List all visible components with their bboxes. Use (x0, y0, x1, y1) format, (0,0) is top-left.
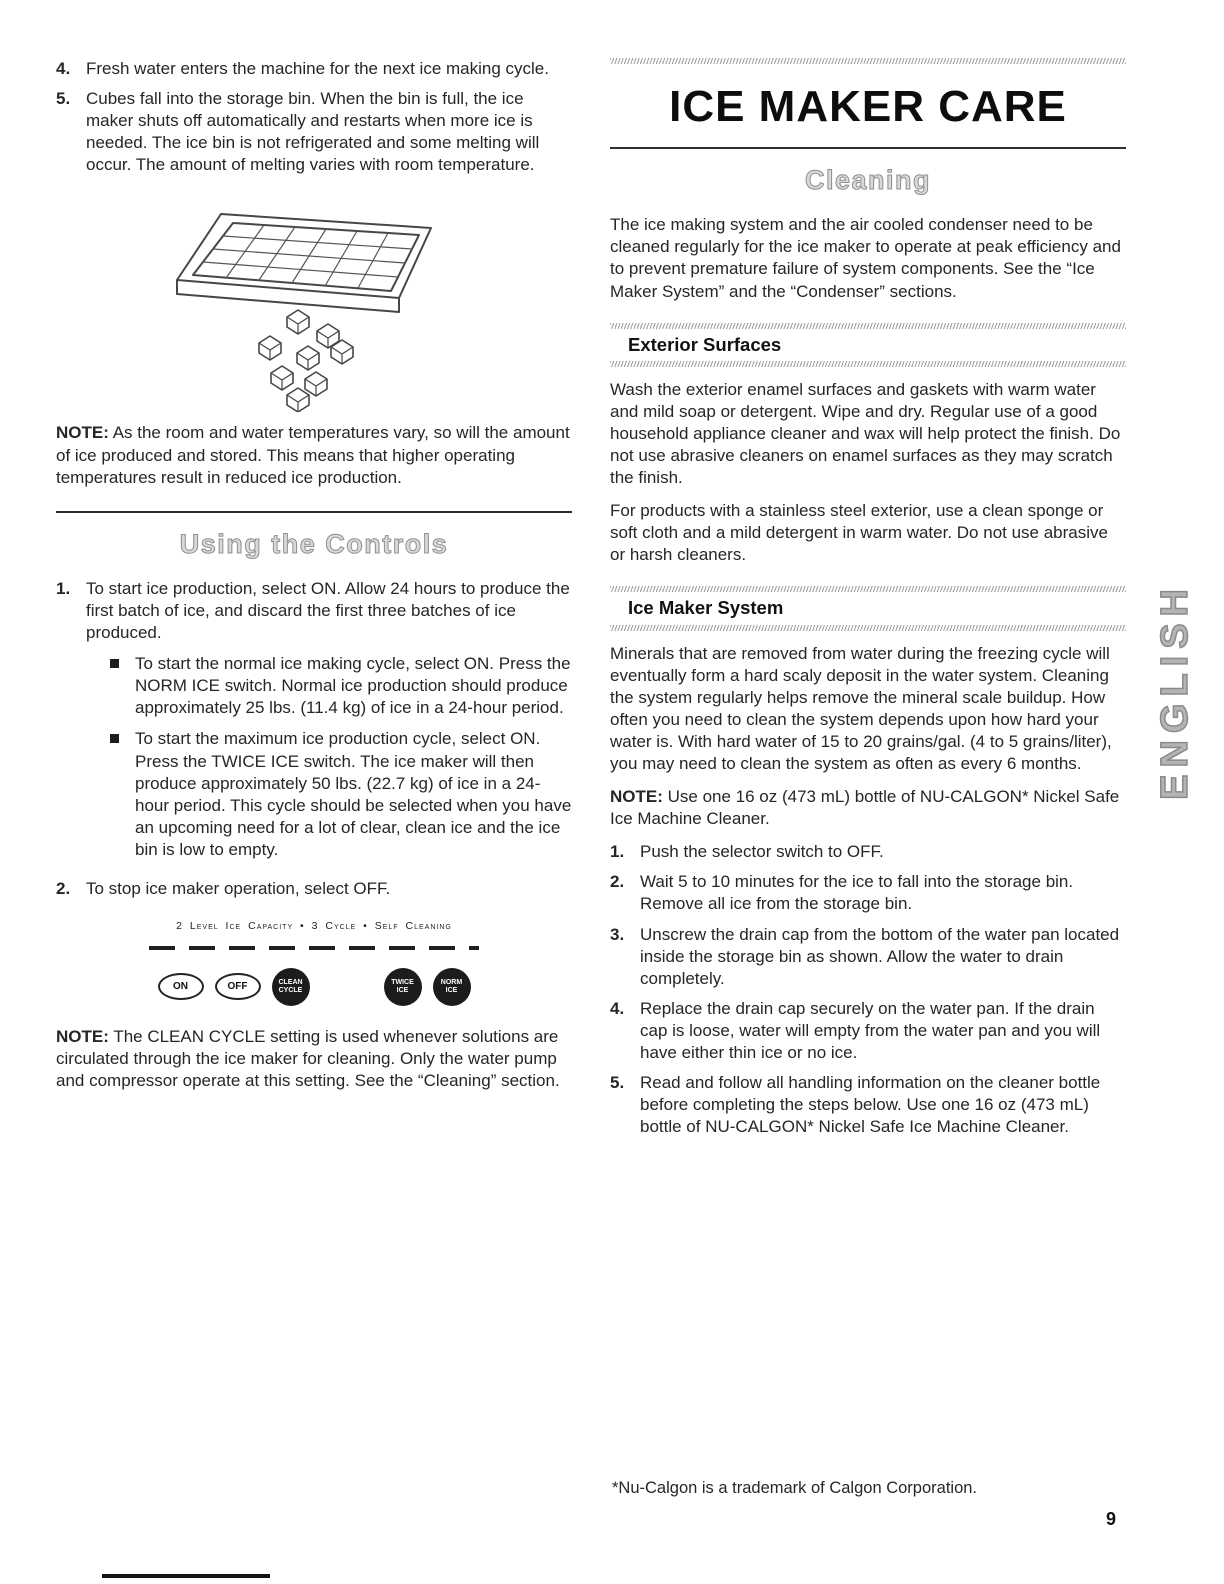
clean-cycle-button: CLEAN CYCLE (272, 968, 310, 1006)
square-bullet-icon (110, 734, 119, 743)
list-number: 4. (56, 59, 71, 78)
list-text: To stop ice maker operation, select OFF. (86, 878, 391, 898)
exterior-surfaces-header (610, 323, 1126, 367)
footer-registration-mark (102, 1574, 270, 1578)
note-label: NOTE: (610, 787, 663, 807)
list-text: Unscrew the drain cap from the bottom of the water pan located inside the storage bin as shown. Allow the water to drain completely. (640, 924, 1120, 988)
section-rule (610, 361, 1126, 367)
list-item (610, 871, 1126, 915)
control-panel-diagram (56, 920, 572, 1006)
list-item (56, 88, 572, 176)
note-cleaner (610, 786, 1126, 830)
section-rule (610, 625, 1126, 631)
cleaning-heading: Cleaning (804, 165, 931, 196)
title-bottom-rule (610, 147, 1126, 149)
bullet-item (86, 653, 572, 719)
list-text: To start ice production, select ON. Allow 24 hours to produce the first batch of ice, and discard the first three batches of ice produced. (86, 578, 570, 643)
list-text: Wait 5 to 10 minutes for the ice to fall into the storage bin. Remove all ice from the storage bin. (640, 872, 1074, 914)
using-the-controls-heading: Using the Controls (179, 528, 449, 559)
list-item (56, 58, 572, 80)
exterior-paragraph: For products with a stainless steel exterior, use a clean sponge or soft cloth and a mild detergent in warm water. Do not use abrasive or harsh cleaners. (610, 501, 1108, 565)
section-heading: Exterior Surfaces (628, 333, 782, 355)
list-item (610, 924, 1126, 990)
control-panel-buttons (56, 968, 572, 1006)
list-item (56, 578, 572, 870)
list-number: 1. (56, 578, 71, 598)
list-number: 5. (56, 89, 71, 109)
list-text: Cubes fall into the storage bin. When the bin is full, the ice maker shuts off automatically and restarts when more ice is needed. The ice bin is not refrigerated and some melting will occur. The amount of melting varies with room temperature. (86, 89, 540, 175)
english-language-tab: ENGLISH (1153, 582, 1196, 800)
ice-maker-system-paragraph: Minerals that are removed from water during the freezing cycle will eventually form a hard scaly deposit in the water system. Cleaning the system regularly helps remove the mineral scale buildup. How often you need to clean the system depends upon how hard your water is. With hard water of 15 to 20 grains/gal. (4 to 5 grains/liter), you may need to clean the system as often as every 6 months. (610, 643, 1112, 773)
list-body (86, 578, 572, 870)
list-number: 3. (610, 924, 625, 944)
cleaning-intro-paragraph: The ice making system and the air cooled condenser need to be cleaned regularly for the ice maker to operate at peak efficiency and to prevent premature failure of system components. See the “Ice Maker System” and the “Condenser” sections. (610, 215, 1121, 301)
title-top-rule (610, 58, 1126, 64)
bullet-text: To start the normal ice making cycle, select ON. Press the NORM ICE switch. Normal ice production should produce approximately 25 lbs. (11.4 kg) of ice in a 24-hour period. (135, 654, 571, 718)
on-button: ON (158, 973, 204, 1000)
twice-ice-button: TWICE ICE (384, 968, 422, 1006)
note-production (56, 422, 572, 488)
list-item (610, 1072, 1126, 1138)
bullet-text: To start the maximum ice production cycle, select ON. Press the TWICE ICE switch. The ice maker will then produce approximately 50 lbs. (22.7 kg) of ice in a 24-hour period. This cycle should be selected when you have an upcoming need for a lot of clear, clean ice and the ice bin is low to empty. (135, 729, 572, 859)
trademark-footnote: *Nu-Calgon is a trademark of Calgon Corporation. (612, 1479, 978, 1497)
list-number: 1. (610, 842, 625, 862)
right-column (610, 58, 1126, 1146)
page-number: 9 (1106, 1509, 1117, 1529)
note-label: NOTE: (56, 1026, 109, 1046)
section-heading: Ice Maker System (628, 597, 784, 619)
list-text: Replace the drain cap securely on the water pan. If the drain cap is loose, water will empty from the water pan and you will have either thin ice or no ice. (640, 998, 1101, 1062)
square-bullet-icon (110, 659, 119, 668)
note-text: The CLEAN CYCLE setting is used whenever solutions are circulated through the ice maker for cleaning. Only the water pump and compressor operate at this setting. See the “Cleaning” section. (56, 1026, 560, 1090)
section-divider (56, 511, 572, 513)
list-number: 2. (610, 872, 625, 892)
bullet-item (86, 728, 572, 861)
note-text: Use one 16 oz (473 mL) bottle of NU-CALGON* Nickel Safe Ice Machine Cleaner. (610, 787, 1120, 829)
control-panel-caption: 2 Level Ice Capacity • 3 Cycle • Self Cleaning (176, 920, 452, 933)
ice-tray-illustration (159, 194, 469, 412)
page-title: ICE MAKER CARE (669, 82, 1067, 131)
list-item (610, 998, 1126, 1064)
norm-ice-button: NORM ICE (433, 968, 471, 1006)
list-number: 5. (610, 1073, 625, 1093)
note-text: As the room and water temperatures vary, so will the amount of ice produced and stored. This means that higher operating temperatures result in reduced ice production. (56, 423, 570, 487)
list-text: Fresh water enters the machine for the next ice making cycle. (86, 59, 549, 78)
exterior-paragraph: Wash the exterior enamel surfaces and gaskets with warm water and mild soap or detergent. Wipe and dry. Regular use of a good household appliance cleaner and wax will help protect the finish. Do not use abrasive cleaners on enamel surfaces as they may scratch the finish. (610, 379, 1121, 488)
note-label: NOTE: (56, 423, 109, 443)
list-text: Push the selector switch to OFF. (640, 842, 884, 862)
list-number: 4. (610, 998, 625, 1018)
list-item (56, 878, 572, 900)
ice-maker-system-header (610, 586, 1126, 630)
list-number: 2. (56, 878, 71, 898)
left-column (56, 58, 572, 1146)
control-panel-dash-line (149, 946, 479, 950)
list-item (610, 841, 1126, 863)
off-button: OFF (215, 973, 261, 1000)
note-clean-cycle (56, 1026, 572, 1092)
list-text: Read and follow all handling information on the cleaner bottle before completing the steps below. Use one 16 oz (473 mL) bottle of NU-CALGON* Nickel Safe Ice Machine Cleaner. (640, 1073, 1101, 1137)
